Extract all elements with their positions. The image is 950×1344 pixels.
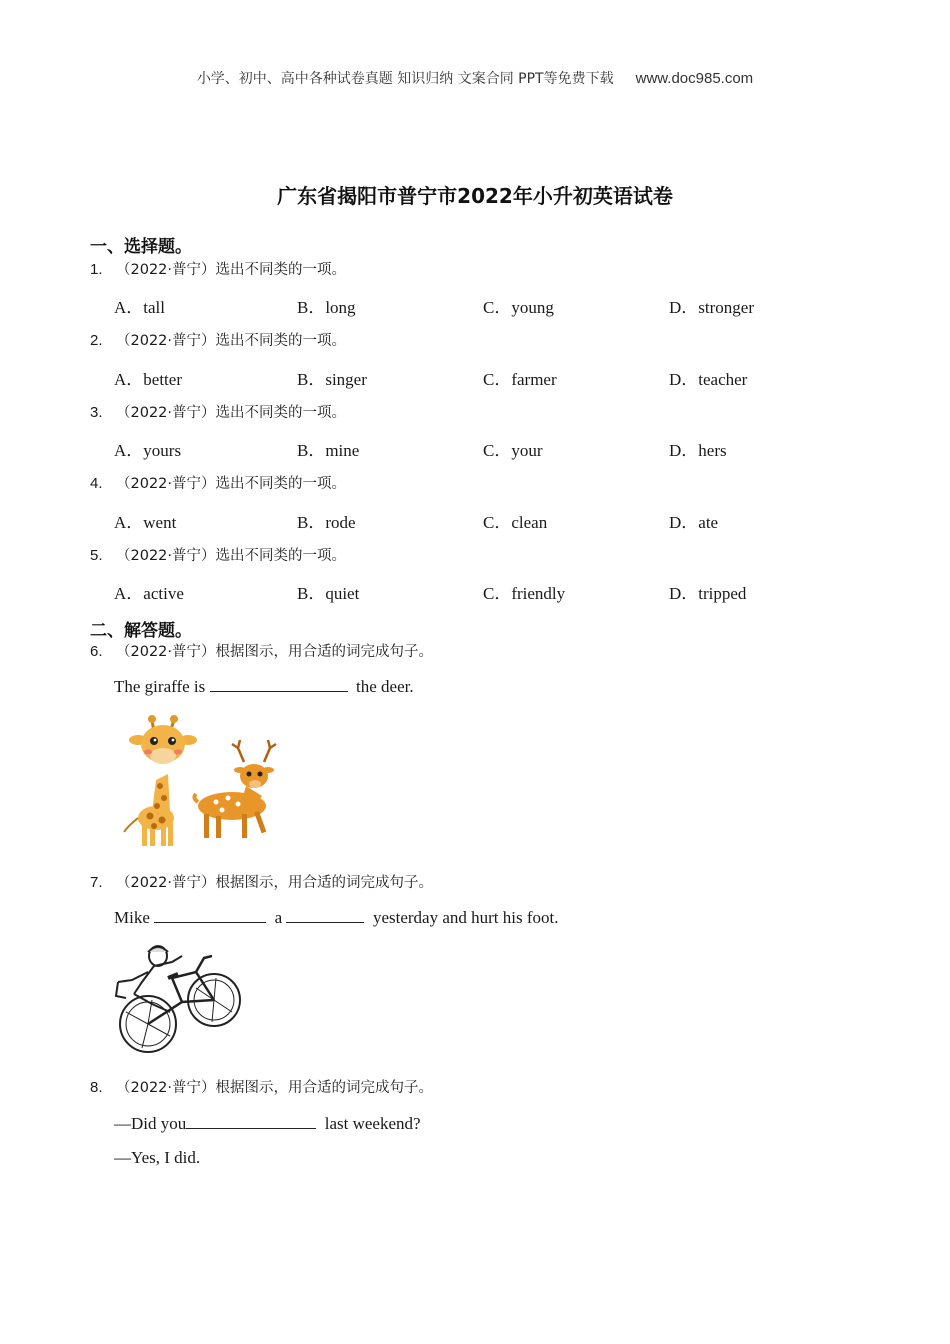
option-d: D．tripped [669,584,747,603]
option-b: B．rode [297,513,356,532]
bike-fall-image [112,942,246,1060]
question-2 [90,329,346,350]
option-a: A．better [114,370,182,389]
question-5 [90,544,346,565]
sentence-6 [114,675,414,697]
header-text: 小学、初中、高中各种试卷真题 知识归纳 文案合同 PPT等免费下载 [196,71,614,87]
question-1 [90,258,346,279]
option-c: C．friendly [483,584,566,603]
option-a: A．yours [114,441,182,460]
sentence-part: —Did you [114,1114,187,1133]
question-4 [90,472,346,493]
question-number: 4. [90,475,103,492]
sentence-part: the deer. [356,677,414,696]
option-c: C．young [483,298,554,317]
option-b: B．mine [297,441,360,460]
sentence-part: Mike [114,908,150,927]
question-3 [90,401,346,422]
header-site[interactable]: www.doc985.com [635,70,754,87]
sentence-7 [114,906,558,928]
question-prompt: （2022·普宁）选出不同类的一项。 [116,405,347,421]
question-prompt: （2022·普宁）根据图示，用合适的词完成句子。 [116,1080,434,1096]
question-prompt: （2022·普宁）选出不同类的一项。 [116,333,347,349]
sentence-part: The giraffe is [114,677,206,696]
question-7 [90,871,433,892]
page-header [0,68,950,88]
question-6 [90,640,433,661]
option-b: B．singer [297,370,367,389]
sentence-part: last weekend? [324,1114,421,1133]
answer-blank[interactable] [154,906,266,923]
sentence-8 [114,1112,421,1134]
question-number: 8. [90,1079,103,1096]
question-8 [90,1076,433,1097]
option-b: B．quiet [297,584,360,603]
option-d: D．teacher [669,370,748,389]
option-d: D．hers [669,441,727,460]
option-a: A．active [114,584,184,603]
option-a: A．went [114,513,177,532]
question-number: 6. [90,643,103,660]
option-a: A．tall [114,298,165,317]
option-b: B．long [297,298,356,317]
option-d: D．ate [669,513,719,532]
question-number: 7. [90,874,103,891]
answer-blank[interactable] [186,1112,316,1129]
question-number: 2. [90,332,103,349]
question-number: 3. [90,404,103,421]
question-prompt: （2022·普宁）选出不同类的一项。 [116,262,347,278]
giraffe-deer-image [112,714,292,850]
page-title: 广东省揭阳市普宁市2022年小升初英语试卷 [277,184,673,208]
question-number: 1. [90,261,103,278]
question-number: 5. [90,547,103,564]
question-prompt: （2022·普宁）根据图示，用合适的词完成句子。 [116,875,434,891]
option-c: C．clean [483,513,548,532]
answer-line: —Yes, I did. [114,1148,201,1167]
sentence-part: yesterday and hurt his foot. [372,908,559,927]
option-d: D．stronger [669,298,754,317]
answer-blank[interactable] [286,906,364,923]
option-c: C．your [483,441,543,460]
sentence-part: a [274,908,283,927]
section-heading: 一、选择题。 [90,237,192,257]
answer-blank[interactable] [210,675,348,692]
question-prompt: （2022·普宁）选出不同类的一项。 [116,548,347,564]
question-prompt: （2022·普宁）根据图示，用合适的词完成句子。 [116,644,434,660]
question-prompt: （2022·普宁）选出不同类的一项。 [116,476,347,492]
section-heading: 二、解答题。 [90,621,192,641]
option-c: C．farmer [483,370,557,389]
